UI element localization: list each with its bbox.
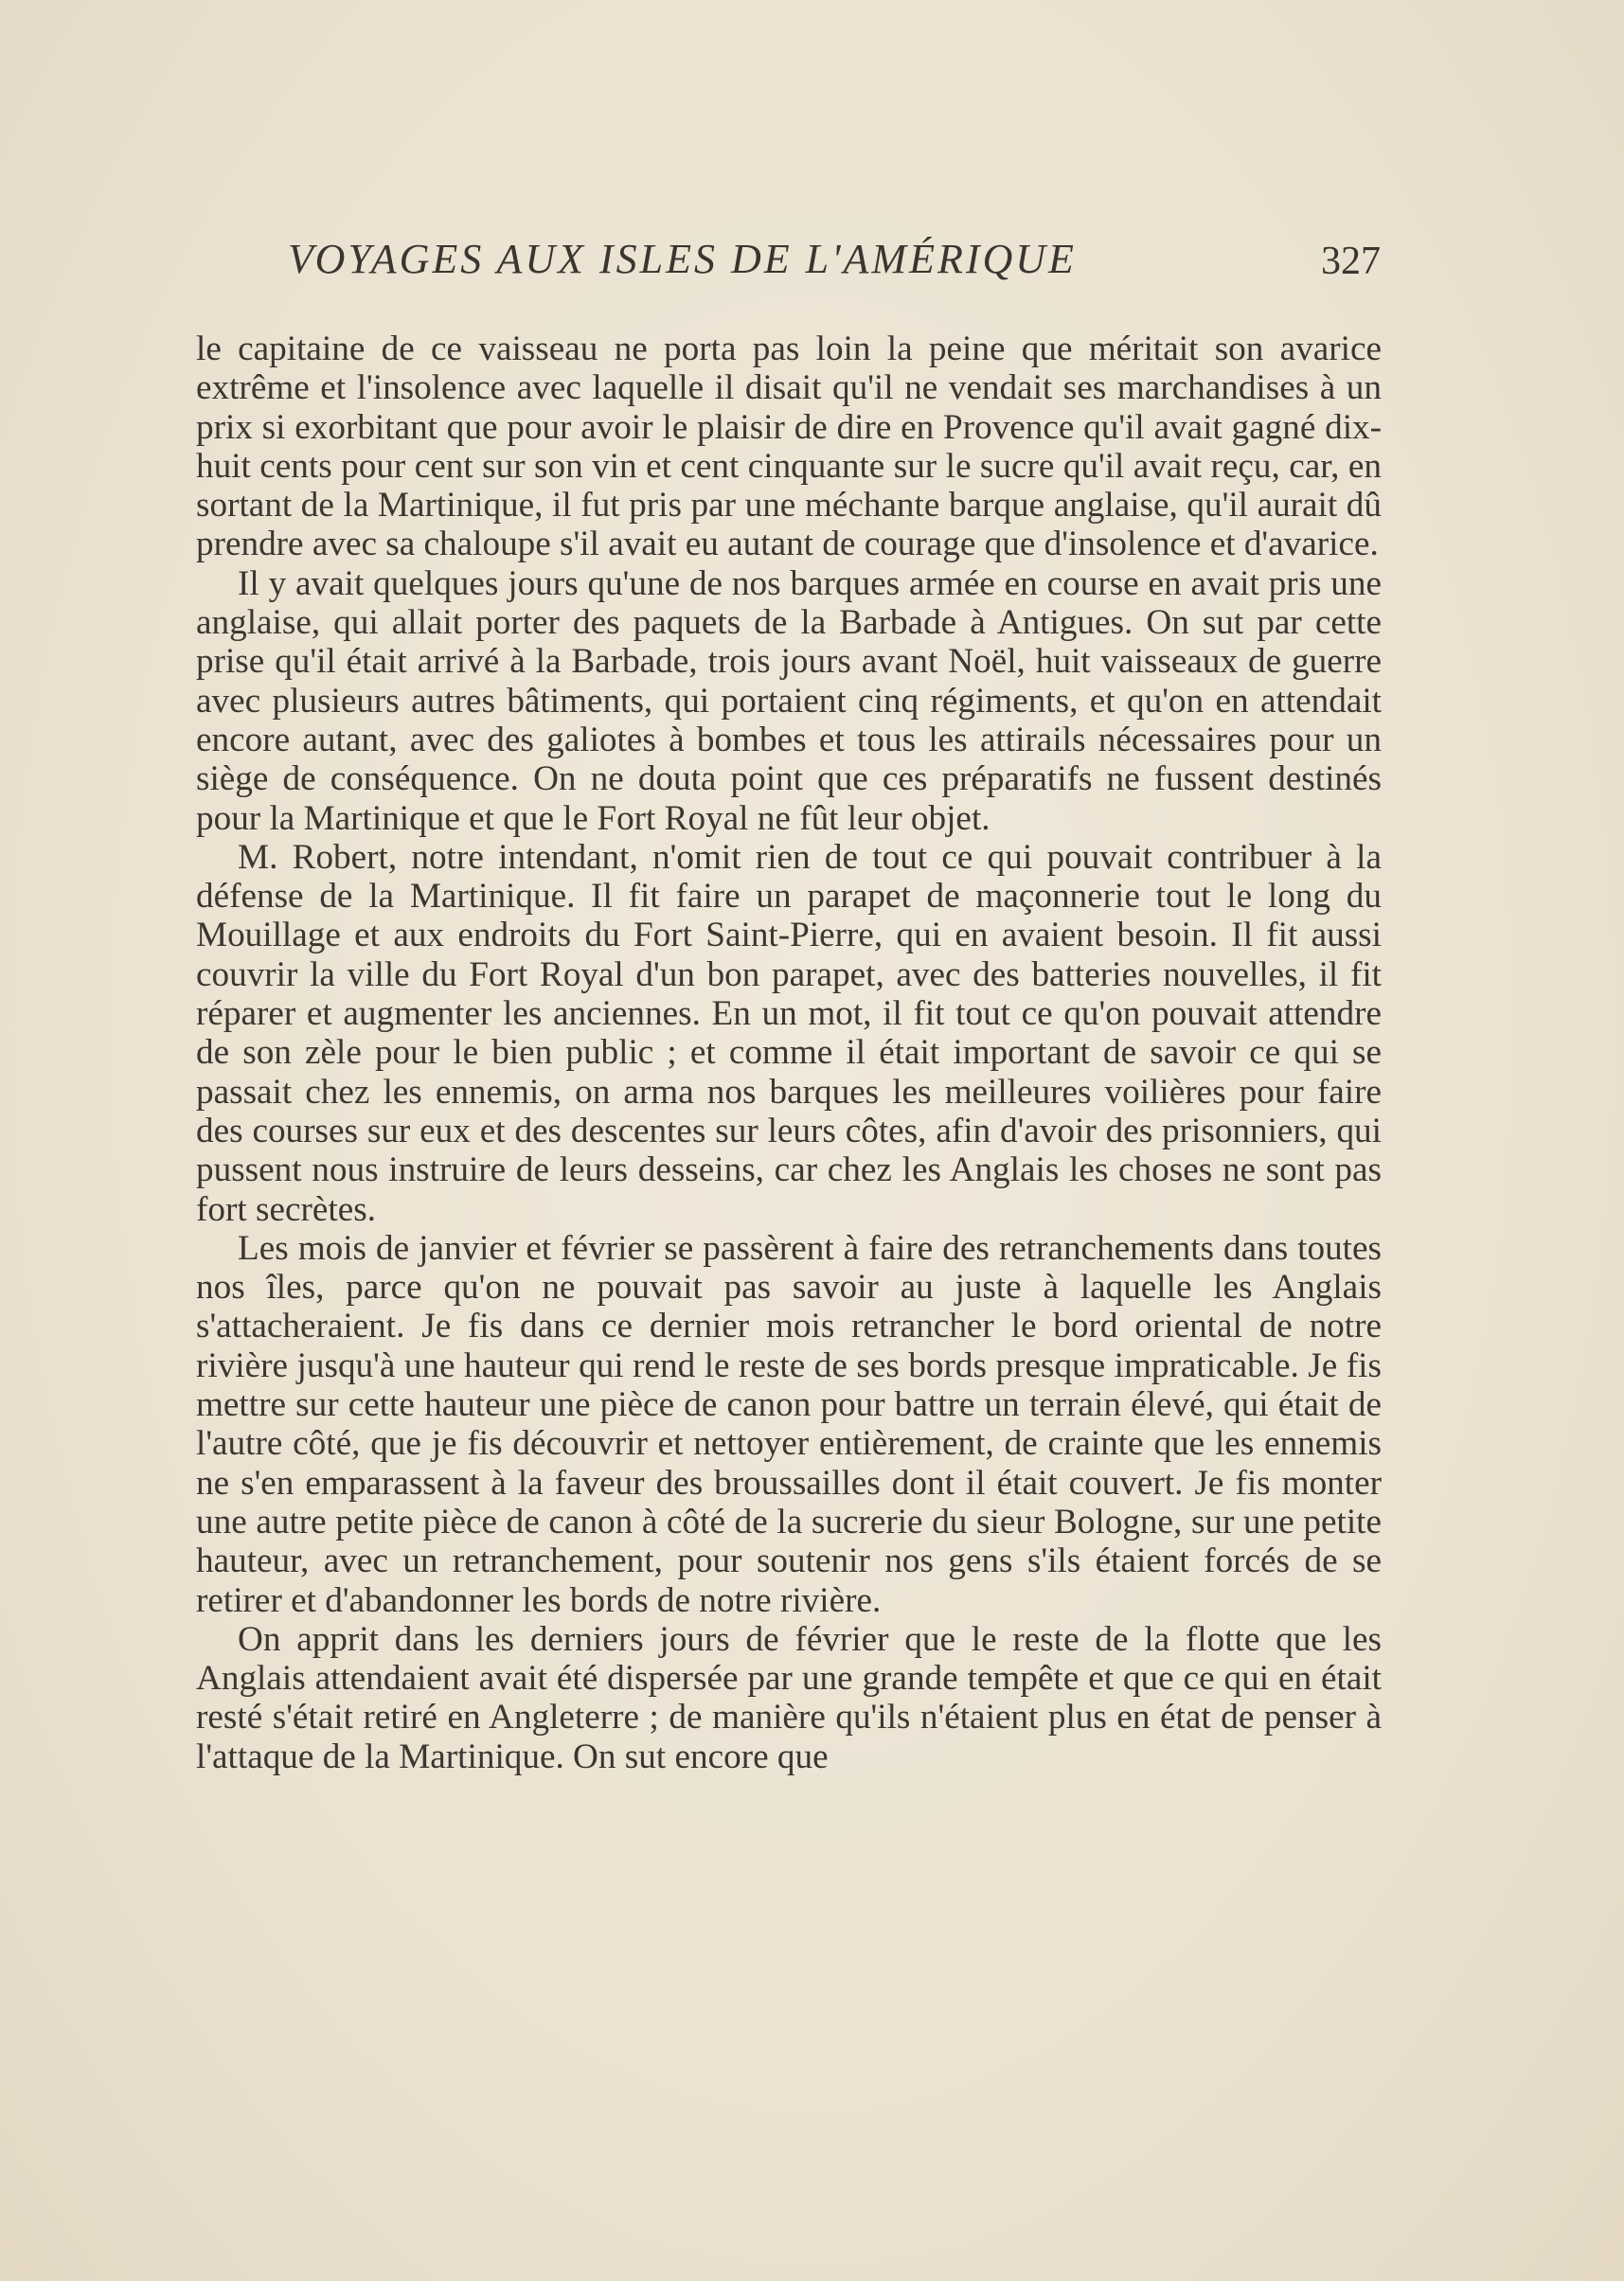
paragraph-1: le capitaine de ce vaisseau ne porta pas loin la peine que méritait son avarice extrême et l'insolence avec laquelle il disait qu'il ne vendait ses marchandises à un prix si exorbitant que pour avoir le plaisir de dire en Provence qu'il avait gagné dix-huit cents pour cent sur son vin et cent cinquante sur le sucre qu'il avait reçu, car, en sortant de la Martinique, il fut pris par une méchante barque anglaise, qu'il aurait dû prendre avec sa chaloupe s'il avait eu autant de courage que d'insolence et d'avarice. xyxy=(196,330,1382,564)
running-head xyxy=(197,235,1381,292)
page-number: 327 xyxy=(1321,240,1381,283)
paragraph-5: On apprit dans les derniers jours de février que le reste de la flotte que les Anglais attendaient avait été dispersée par une grande tempête et que ce qui en était resté s'était retiré en Angleterre ; de manière qu'ils n'étaient plus en état de penser à l'attaque de la Martinique. On sut encore que xyxy=(196,1619,1382,1776)
paragraph-4: Les mois de janvier et février se passèrent à faire des retranchements dans toutes nos îles, parce qu'on ne pouvait pas savoir au juste à laquelle les Anglais s'attacheraient. Je fis dans ce dernier mois retrancher le bord oriental de notre rivière jusqu'à une hauteur qui rend le reste de ses bords presque impraticable. Je fis mettre sur cette hauteur une pièce de canon pour battre un terrain élevé, qui était de l'autre côté, que je fis découvrir et nettoyer entièrement, de crainte que les ennemis ne s'en emparassent à la faveur des broussailles dont il était couvert. Je fis monter une autre petite pièce de canon à côté de la sucrerie du sieur Bologne, sur une petite hauteur, avec un retranchement, pour soutenir nos gens s'ils étaient forcés de se retirer et d'abandonner les bords de notre rivière. xyxy=(196,1228,1382,1620)
paragraph-2: Il y avait quelques jours qu'une de nos barques armée en course en avait pris une anglaise, qui allait porter des paquets de la Barbade à Antigues. On sut par cette prise qu'il était arrivé à la Barbade, trois jours avant Noël, huit vaisseaux de guerre avec plusieurs autres bâtiments, qui portaient cinq régiments, et qu'on en attendait encore autant, avec des galiotes à bombes et tous les attirails nécessaires pour un siège de conséquence. On ne douta point que ces préparatifs ne fussent destinés pour la Martinique et que le Fort Royal ne fût leur objet. xyxy=(196,563,1382,838)
running-title: VOYAGES AUX ISLES DE L'AMÉRIQUE xyxy=(288,236,1077,282)
paragraph-3: M. Robert, notre intendant, n'omit rien de tout ce qui pouvait contribuer à la défense de la Martinique. Il fit faire un parapet de maçonnerie tout le long du Mouillage et aux endroits du Fort Saint-Pierre, qui en avaient besoin. Il fit aussi couvrir la ville du Fort Royal d'un bon parapet, avec des batteries nouvelles, il fit réparer et augmenter les anciennes. En un mot, il fit tout ce qu'on pouvait attendre de son zèle pour le bien public ; et comme il était important de savoir ce qui se passait chez les ennemis, on arma nos barques les meilleures voilières pour faire des courses sur eux et des descentes sur leurs côtes, afin d'avoir des prisonniers, qui pussent nous instruire de leurs desseins, car chez les Anglais les choses ne sont pas fort secrètes. xyxy=(196,837,1382,1229)
body-text xyxy=(196,330,1382,1776)
